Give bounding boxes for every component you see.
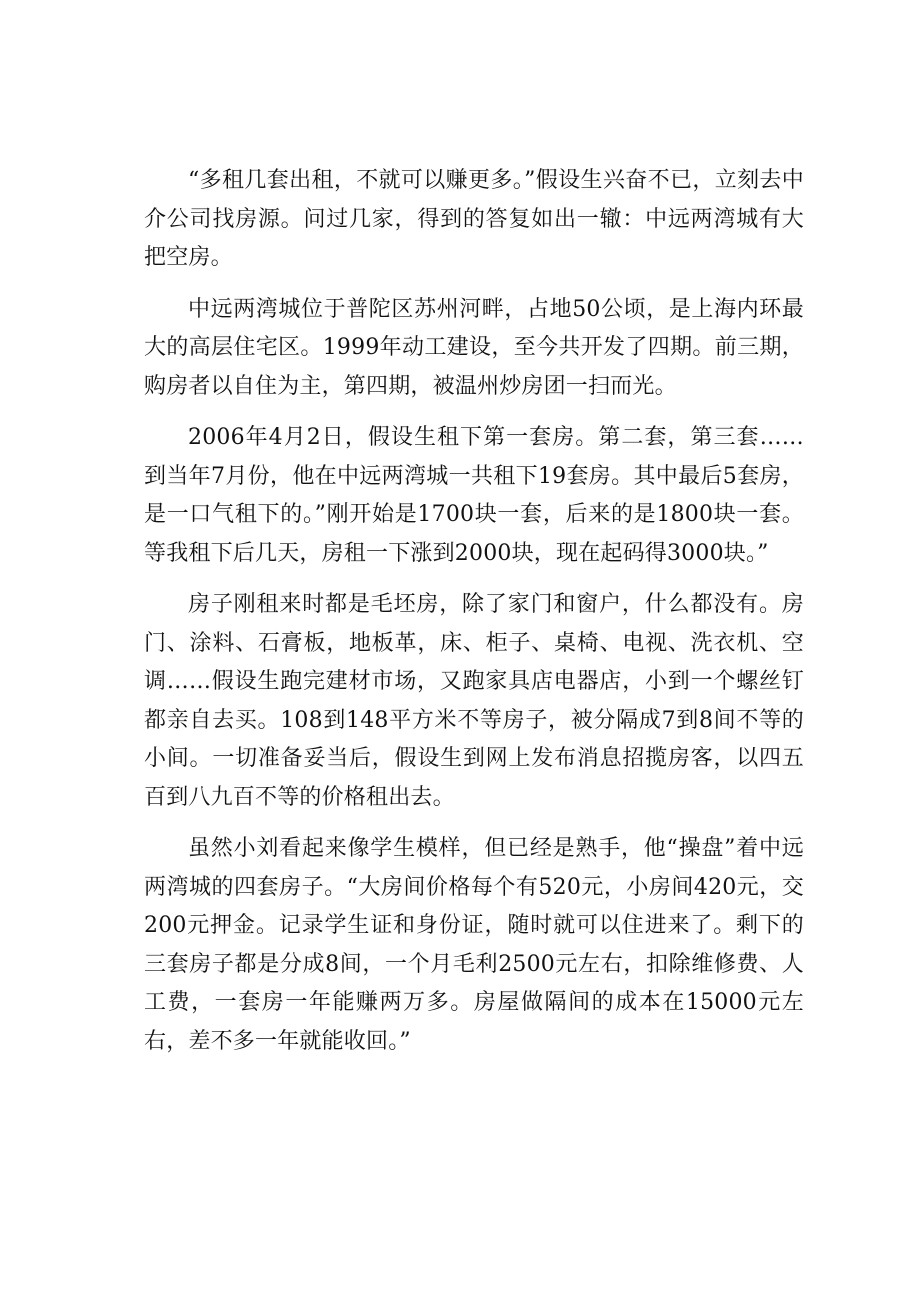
article-body — [144, 162, 804, 1074]
paragraph-4: 房子刚租来时都是毛坯房，除了家门和窗户，什么都没有。房门、涂料、石膏板，地板革，床、柜子、桌椅、电视、洗衣机、空调……假设生跑完建材市场，又跑家具店电器店，小到一个螺丝钉都亲自去买。108到148平方米不等房子，被分隔成7到8间不等的小间。一切准备妥当后，假设生到网上发布消息招揽房客，以四五百到八九百不等的价格租出去。 — [144, 592, 804, 810]
paragraph-3: 2006年4月2日，假设生租下第一套房。第二套，第三套……到当年7月份，他在中远两湾城一共租下19套房。其中最后5套房，是一口气租下的。”刚开始是1700块一套，后来的是1800块一套。等我租下后几天，房租一下涨到2000块，现在起码得3000块。” — [144, 425, 804, 566]
paragraph-1: “多租几套出租，不就可以赚更多。”假设生兴奋不已，立刻去中介公司找房源。问过几家，得到的答复如出一辙：中远两湾城有大把空房。 — [144, 168, 804, 270]
paragraph-2: 中远两湾城位于普陀区苏州河畔，占地50公顷，是上海内环最大的高层住宅区。1999年动工建设，至今共开发了四期。前三期，购房者以自住为主，第四期，被温州炒房团一扫而光。 — [144, 296, 804, 399]
paragraph-5: 虽然小刘看起来像学生模样，但已经是熟手，他“操盘”着中远两湾城的四套房子。“大房间价格每个有520元，小房间420元，交200元押金。记录学生证和身份证，随时就可以住进来了。剩下的三套房子都是分成8间，一个月毛利2500元左右，扣除维修费、人工费，一套房一年能赚两万多。房屋做隔间的成本在15000元左右，差不多一年就能收回。” — [144, 836, 804, 1054]
